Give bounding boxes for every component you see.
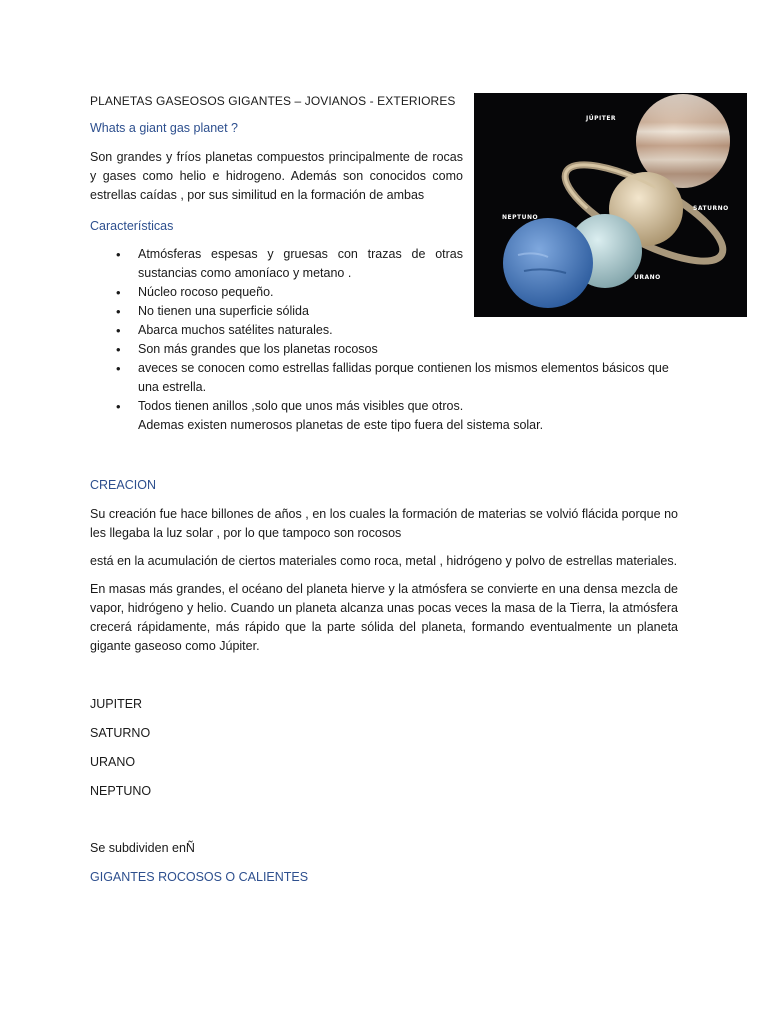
characteristics-heading: Características (90, 219, 174, 233)
neptune-planet (503, 218, 593, 308)
page-title: PLANETAS GASEOSOS GIGANTES – JOVIANOS - EXTERIORES (90, 94, 456, 108)
list-item: • Núcleo rocoso pequeño. (90, 283, 678, 302)
extra-line: Ademas existen numerosos planetas de este tipo fuera del sistema solar. (138, 418, 544, 432)
list-item: • Son más grandes que los planetas rocosos (90, 340, 678, 359)
planet-name: NEPTUNO (90, 784, 152, 798)
question-heading: Whats a giant gas planet ? (90, 121, 239, 135)
subdivide-heading: GIGANTES ROCOSOS O CALIENTES (90, 870, 309, 884)
planet-name: SATURNO (90, 726, 151, 740)
planet-list (90, 695, 678, 801)
list-item: • Atmósferas espesas y gruesas con trazas de otras sustancias como amoníaco y metano . (90, 245, 463, 283)
label-neptuno: NEPTUNO (502, 214, 539, 221)
intro-paragraph: Son grandes y fríos planetas compuestos principalmente de rocas y gases como helio e hidrogeno. Además son conocidos como estrellas caídas , por sus similitud en la formación de ambas (90, 150, 463, 202)
creation-paragraph-1: Su creación fue hace billones de años , en los cuales la formación de materias se volvió flácida porque no les llegaba la luz solar , por lo que tampoco son rocosos (90, 507, 678, 540)
creation-paragraph-2: está en la acumulación de ciertos materiales como roca, metal , hidrógeno y polvo de estrellas materiales. (90, 554, 678, 568)
subdivide-line: Se subdividen enÑ (90, 841, 195, 855)
creation-heading: CREACION (90, 478, 156, 492)
planet-name: JUPITER (90, 697, 143, 711)
label-saturno: SATURNO (693, 205, 729, 212)
list-item: • No tienen una superficie sólida (90, 302, 678, 321)
list-item: • aveces se conocen como estrellas fallidas porque contienen los mismos elementos básicos que una estrella. (90, 359, 678, 397)
creation-paragraph-3: En masas más grandes, el océano del planeta hierve y la atmósfera se convierte en una densa mezcla de vapor, hidrógeno y helio. Cuando un planeta alcanza unas pocas veces la masa de la Tierra, la atmósfera crecerá rápidamente, más rápido que la parte sólida del planeta, formando eventualmente un planeta gigante gaseoso como Júpiter. (90, 582, 678, 653)
gas-giants-image (474, 93, 747, 317)
list-item-text: Todos tienen anillos ,solo que unos más visibles que otros. (138, 399, 464, 413)
label-urano: URANO (634, 274, 661, 281)
list-item: • Abarca muchos satélites naturales. (90, 321, 678, 340)
list-item-rings (90, 397, 678, 435)
planet-name: URANO (90, 755, 136, 769)
label-jupiter: JÚPITER (586, 115, 617, 122)
